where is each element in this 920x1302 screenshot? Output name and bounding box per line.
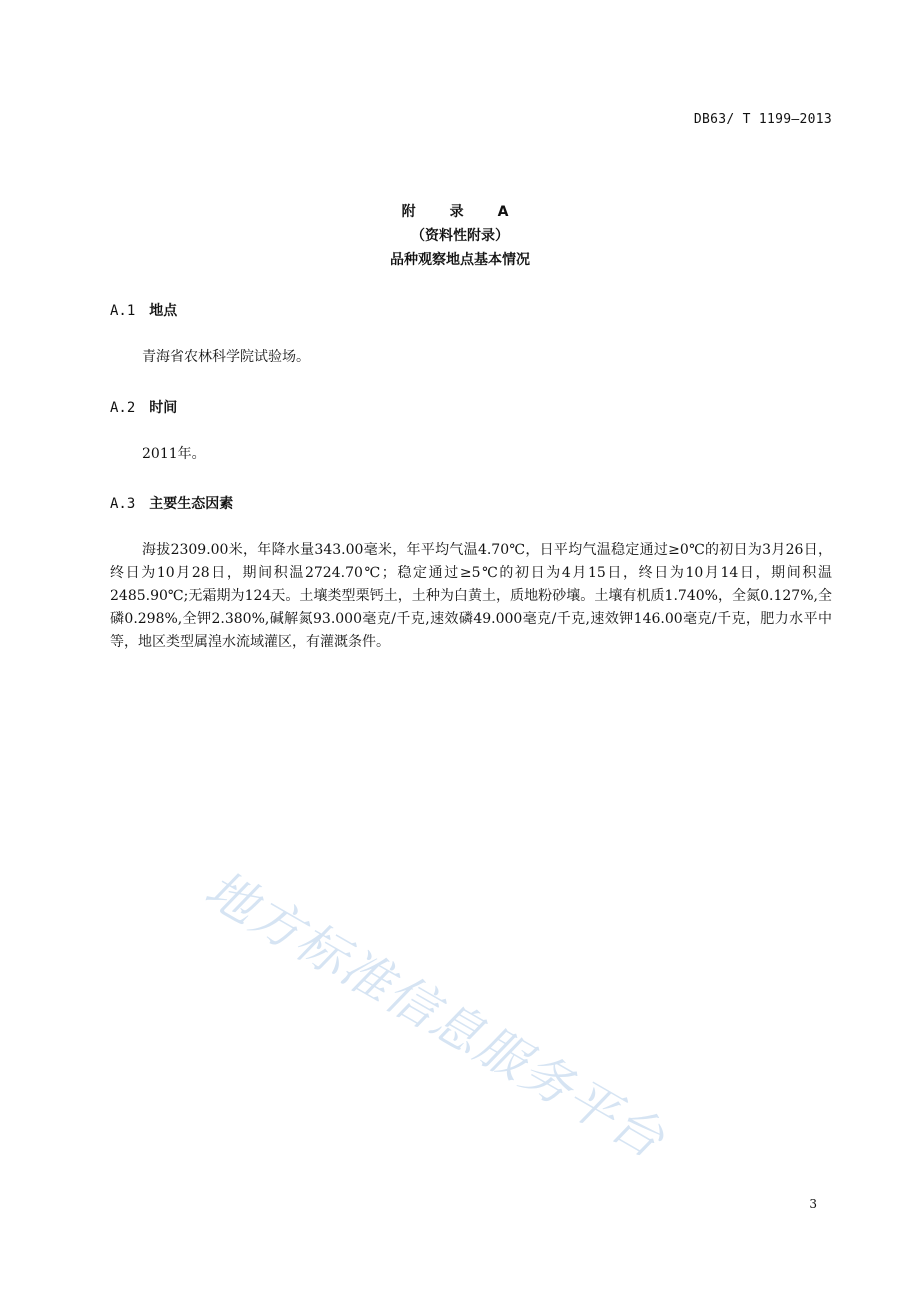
section-heading-a3 <box>110 493 233 513</box>
section-title: 地点 <box>149 303 178 319</box>
watermark: 地方标准信息服务平台 <box>195 859 675 1170</box>
section-heading-a1 <box>110 300 177 320</box>
section-number: A.2 <box>110 400 136 416</box>
section-body-a3: 海拔2309.00米，年降水量343.00毫米，年平均气温4.70℃，日平均气温稳定通过≥0℃的初日为3月26日，终日为10月28日，期间积温2724.70℃；稳定通过≥5℃的初日为4月15日，终日为10月14日，期间积温2485.90℃;无霜期为124天。土壤类型栗钙土，土种为白黄土，质地粉砂壤。土壤有机质1.740%，全氮0.127%,全磷0.298%,全钾2.380%,碱解氮93.000毫克/千克,速效磷49.000毫克/千克,速效钾146.00毫克/千克，肥力水平中等，地区类型属湟水流域灌区，有灌溉条件。 <box>110 542 832 650</box>
section-body-a2: 2011年。 <box>142 446 206 462</box>
section-title: 主要生态因素 <box>149 496 234 512</box>
page-number: 3 <box>809 1197 817 1211</box>
annex-subject: 品种观察地点基本情况 <box>390 252 530 268</box>
section-body-a1: 青海省农林科学院试验场。 <box>142 349 310 365</box>
annex-heading <box>0 200 920 272</box>
section-number: A.3 <box>110 496 136 512</box>
section-heading-a2 <box>110 397 177 417</box>
document-code: DB63/ T 1199—2013 <box>693 112 832 127</box>
section-number: A.1 <box>110 303 136 319</box>
annex-type: （资料性附录） <box>411 228 509 244</box>
annex-title: 附 录 A <box>401 204 519 220</box>
section-title: 时间 <box>149 400 178 416</box>
